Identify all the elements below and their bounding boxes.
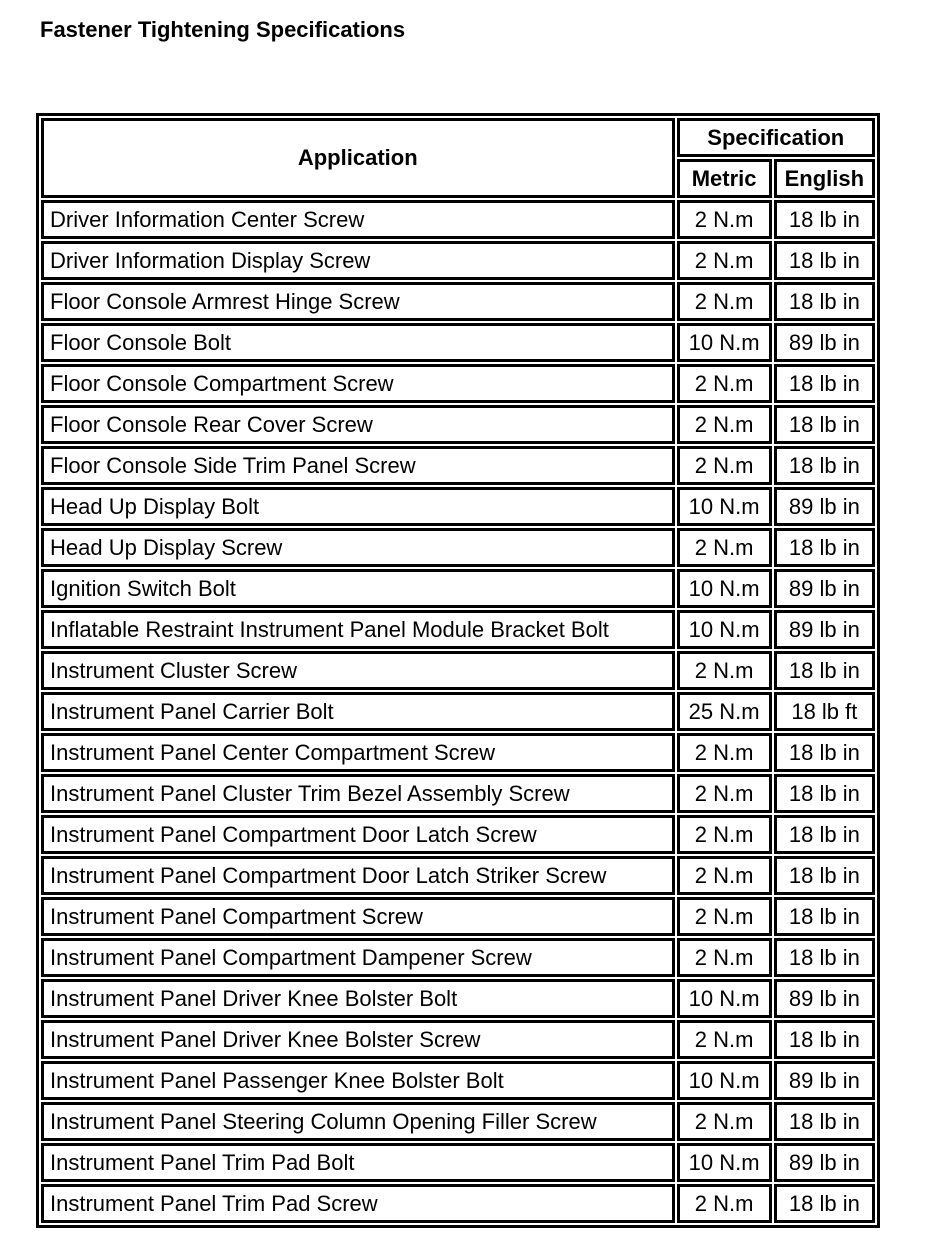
application-cell: Floor Console Bolt bbox=[41, 323, 675, 362]
english-value-cell: 89 lb in bbox=[774, 979, 875, 1018]
application-cell: Instrument Panel Compartment Screw bbox=[41, 897, 675, 936]
table-row bbox=[41, 282, 875, 321]
application-cell: Instrument Panel Compartment Door Latch Screw bbox=[41, 815, 675, 854]
application-cell: Instrument Panel Trim Pad Screw bbox=[41, 1184, 675, 1223]
metric-value-cell: 10 N.m bbox=[677, 1143, 772, 1182]
application-cell: Floor Console Armrest Hinge Screw bbox=[41, 282, 675, 321]
application-cell: Instrument Panel Compartment Dampener Screw bbox=[41, 938, 675, 977]
english-value-cell: 18 lb in bbox=[774, 405, 875, 444]
table-row bbox=[41, 1143, 875, 1182]
metric-value-cell: 2 N.m bbox=[677, 1102, 772, 1141]
application-cell: Floor Console Compartment Screw bbox=[41, 364, 675, 403]
application-cell: Instrument Panel Carrier Bolt bbox=[41, 692, 675, 731]
table-row bbox=[41, 528, 875, 567]
metric-value-cell: 10 N.m bbox=[677, 1061, 772, 1100]
column-header-metric: Metric bbox=[677, 159, 772, 198]
table-row bbox=[41, 569, 875, 608]
metric-value-cell: 2 N.m bbox=[677, 938, 772, 977]
english-value-cell: 18 lb in bbox=[774, 651, 875, 690]
page-title: Fastener Tightening Specifications bbox=[40, 17, 406, 42]
application-cell: Driver Information Display Screw bbox=[41, 241, 675, 280]
table-row bbox=[41, 323, 875, 362]
table-row bbox=[41, 200, 875, 239]
table-row bbox=[41, 1061, 875, 1100]
english-value-cell: 18 lb in bbox=[774, 938, 875, 977]
application-cell: Instrument Panel Trim Pad Bolt bbox=[41, 1143, 675, 1182]
metric-value-cell: 2 N.m bbox=[677, 364, 772, 403]
table-row bbox=[41, 774, 875, 813]
english-value-cell: 18 lb in bbox=[774, 1020, 875, 1059]
english-value-cell: 89 lb in bbox=[774, 487, 875, 526]
metric-value-cell: 10 N.m bbox=[677, 323, 772, 362]
table-row bbox=[41, 815, 875, 854]
english-value-cell: 89 lb in bbox=[774, 610, 875, 649]
table-header bbox=[41, 118, 875, 198]
table-row bbox=[41, 487, 875, 526]
metric-value-cell: 2 N.m bbox=[677, 200, 772, 239]
column-header-application: Application bbox=[41, 118, 675, 198]
application-cell: Inflatable Restraint Instrument Panel Module Bracket Bolt bbox=[41, 610, 675, 649]
table-row bbox=[41, 938, 875, 977]
metric-value-cell: 2 N.m bbox=[677, 733, 772, 772]
application-cell: Instrument Panel Passenger Knee Bolster Bolt bbox=[41, 1061, 675, 1100]
english-value-cell: 18 lb in bbox=[774, 774, 875, 813]
table-row bbox=[41, 364, 875, 403]
english-value-cell: 89 lb in bbox=[774, 323, 875, 362]
table-row bbox=[41, 1184, 875, 1223]
fastener-spec-table bbox=[36, 113, 880, 1228]
metric-value-cell: 2 N.m bbox=[677, 1184, 772, 1223]
table-row bbox=[41, 692, 875, 731]
english-value-cell: 18 lb in bbox=[774, 733, 875, 772]
english-value-cell: 18 lb in bbox=[774, 1184, 875, 1223]
metric-value-cell: 2 N.m bbox=[677, 815, 772, 854]
table-row bbox=[41, 897, 875, 936]
metric-value-cell: 10 N.m bbox=[677, 979, 772, 1018]
table-row bbox=[41, 856, 875, 895]
column-header-specification: Specification bbox=[677, 118, 876, 157]
metric-value-cell: 2 N.m bbox=[677, 446, 772, 485]
english-value-cell: 18 lb in bbox=[774, 815, 875, 854]
application-cell: Instrument Cluster Screw bbox=[41, 651, 675, 690]
english-value-cell: 18 lb in bbox=[774, 446, 875, 485]
metric-value-cell: 10 N.m bbox=[677, 487, 772, 526]
application-cell: Floor Console Side Trim Panel Screw bbox=[41, 446, 675, 485]
column-header-english: English bbox=[774, 159, 875, 198]
table-row bbox=[41, 241, 875, 280]
metric-value-cell: 2 N.m bbox=[677, 856, 772, 895]
table-body bbox=[41, 200, 875, 1223]
application-cell: Ignition Switch Bolt bbox=[41, 569, 675, 608]
table-row bbox=[41, 405, 875, 444]
english-value-cell: 89 lb in bbox=[774, 1143, 875, 1182]
metric-value-cell: 2 N.m bbox=[677, 1020, 772, 1059]
table-row bbox=[41, 1020, 875, 1059]
application-cell: Head Up Display Screw bbox=[41, 528, 675, 567]
metric-value-cell: 2 N.m bbox=[677, 897, 772, 936]
english-value-cell: 18 lb in bbox=[774, 200, 875, 239]
application-cell: Instrument Panel Center Compartment Screw bbox=[41, 733, 675, 772]
table-row bbox=[41, 979, 875, 1018]
table-row bbox=[41, 610, 875, 649]
metric-value-cell: 2 N.m bbox=[677, 405, 772, 444]
english-value-cell: 18 lb in bbox=[774, 241, 875, 280]
metric-value-cell: 2 N.m bbox=[677, 241, 772, 280]
application-cell: Instrument Panel Steering Column Opening Filler Screw bbox=[41, 1102, 675, 1141]
english-value-cell: 18 lb in bbox=[774, 897, 875, 936]
application-cell: Floor Console Rear Cover Screw bbox=[41, 405, 675, 444]
application-cell: Instrument Panel Cluster Trim Bezel Assembly Screw bbox=[41, 774, 675, 813]
english-value-cell: 18 lb in bbox=[774, 528, 875, 567]
metric-value-cell: 25 N.m bbox=[677, 692, 772, 731]
metric-value-cell: 2 N.m bbox=[677, 651, 772, 690]
english-value-cell: 18 lb ft bbox=[774, 692, 875, 731]
table-row bbox=[41, 651, 875, 690]
application-cell: Instrument Panel Driver Knee Bolster Bolt bbox=[41, 979, 675, 1018]
english-value-cell: 89 lb in bbox=[774, 1061, 875, 1100]
application-cell: Instrument Panel Compartment Door Latch Striker Screw bbox=[41, 856, 675, 895]
metric-value-cell: 2 N.m bbox=[677, 528, 772, 567]
english-value-cell: 18 lb in bbox=[774, 364, 875, 403]
metric-value-cell: 10 N.m bbox=[677, 569, 772, 608]
english-value-cell: 18 lb in bbox=[774, 282, 875, 321]
english-value-cell: 18 lb in bbox=[774, 1102, 875, 1141]
english-value-cell: 18 lb in bbox=[774, 856, 875, 895]
table-row bbox=[41, 446, 875, 485]
application-cell: Head Up Display Bolt bbox=[41, 487, 675, 526]
application-cell: Instrument Panel Driver Knee Bolster Screw bbox=[41, 1020, 675, 1059]
table-row bbox=[41, 1102, 875, 1141]
application-cell: Driver Information Center Screw bbox=[41, 200, 675, 239]
metric-value-cell: 2 N.m bbox=[677, 774, 772, 813]
metric-value-cell: 2 N.m bbox=[677, 282, 772, 321]
english-value-cell: 89 lb in bbox=[774, 569, 875, 608]
metric-value-cell: 10 N.m bbox=[677, 610, 772, 649]
table-row bbox=[41, 733, 875, 772]
